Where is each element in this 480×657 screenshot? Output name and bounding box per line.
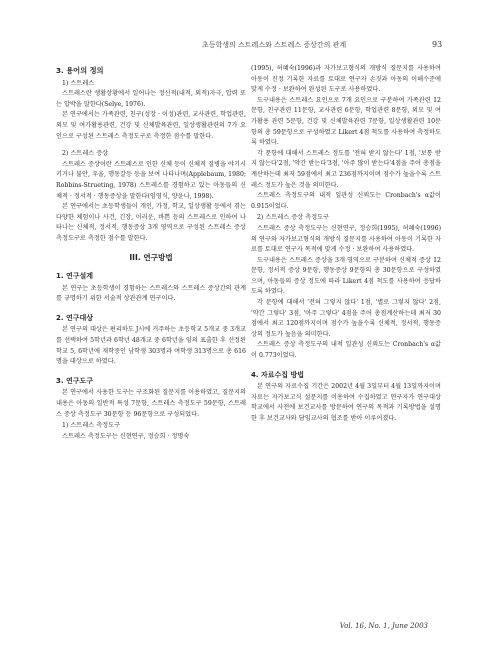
paragraph: 본 연구의 자료수집 기간은 2002년 4월 3일부터 4월 13일까지이며 자료는 자가보고식 설문지를 이용하여 수집하였고 연구자가 연구대상 학교에서 사전에 보건교사를 방문하여 연구의 목적과 기록방법을 설명한 후 보건교사와 담임교사의 협조를 받아 이루어졌다. [251, 383, 441, 422]
subheading-stress-symptoms: 2) 스트레스 증상 [62, 150, 109, 158]
section-heading-design: 1. 연구설계 [56, 272, 94, 281]
journal-footer: Vol. 16, No. 1, June 2003 [339, 622, 428, 630]
paragraph: 본 연구는 초등학생이 경험하는 스트레스와 스트레스 증상간의 관계를 규명하기 위한 서술적 상관관계 연구이다. [56, 284, 246, 303]
subheading-stress-tool: 1) 스트레스 측정도구 [62, 422, 121, 430]
paragraph: 스트레스 측정도구는 신현연구, 정승희 · 정명숙 [62, 432, 190, 440]
paragraph: 각 문항에 대해서 스트레스 정도를 '전혀 받지 않는다' 1점, '보통 받지 않는다'2점, '약간 받는다'3점, '아주 많이 받는다'4점을 주어 총점을 계산하는데 최저 59점에서 최고 236점까지이며 점수가 높을수록 스트레스 정도가 높은 것을 의미한다. [251, 149, 441, 189]
chapter-heading-method: III. 연구방법 [129, 252, 173, 262]
section-heading-subjects: 2. 연구대상 [56, 313, 94, 322]
section-heading-data-collection: 4. 자료수집 방법 [251, 370, 304, 379]
paragraph: 스트레스 증상 측정도구의 내적 일관성 신뢰도는 Cronbach's α값이 0.773이었다. [251, 341, 441, 360]
page-number: 93 [432, 40, 443, 49]
paragraph: 본 연구의 대상은 편리하도 J시에 거주하는 초등학교 5개교 중 3개교를 선택하여 5학년과 6학년 48개교 중 6학년을 임의 표출한 후 선정된 학교 5, 6학년에 재학중인 남학생 303명과 여학생 313명으로 총 616명을 대상으로 하였다. [56, 326, 246, 366]
subheading-symptom-tool: 2) 스트레스 증상 측정도구 [257, 214, 330, 222]
left-column [56, 64, 246, 442]
paragraph: 본 연구에서 사용한 도구는 구조화된 질문지를 이용하였고, 질문지의 내용은 아동의 일반적 특성 7문항, 스트레스 측정도구 59문항, 스트레스 증상 측정도구 30문항 등 96문항으로 구성되었다. [56, 389, 246, 418]
section-heading-terms: 3. 용어의 정의 [56, 66, 104, 75]
paragraph: 각 문항에 대해서 '전혀 그렇지 않다' 1점, '별로 그렇지 않다' 2점, '약간 그렇다' 3점, '아주 그렇다' 4점을 주어 총점계산하는데 최저 30점에서 최고 120점까지이며 점수가 높을수록 신체적, 정서적, 행동증상의 정도가 높음을 의미한다. [251, 299, 441, 338]
paragraph: (1995), 허혜숙(1996)과 자가보고형식의 개방식 질문지를 사용하여 아동이 진정 기록한 자료를 토대로 연구자 손짓과 아동의 이해수준에 맞게 수정 · 보완하여 완성된 도구로 사용하였다. [251, 65, 441, 94]
paragraph: 도구내용은 스트레스 요인으로 7개 요인으로 구분하여 가족관련 12문항, 친구관련 11문항, 교사관련 6문항, 학업관련 8문항, 외모 및 여가활용 관련 5문항, 건강 및 신체발육관련 7문항, 일상생활관련 10문항의 총 59문항으로 구성하였고 Likert 4점 척도를 사용하여 측정하도록 하였다. [251, 96, 441, 147]
paragraph: 스트레스란 생활상황에서 일어나는 정신적(내적, 외적)자극, 압력 또는 압박을 말한다(Selye, 1976). [56, 90, 246, 108]
paragraph: 본 연구에서는 가족관련, 친구(성장 · 이성)관련, 교사관련, 학업관련, 외모 및 여가활용관련, 건강 및 신체발육관련, 일상생활관련의 7가 요인으로 구성된 스트레스 측정도구로 측정한 점수를 말한다. [56, 111, 246, 140]
section-heading-tools: 3. 연구도구 [56, 376, 94, 385]
right-column [251, 64, 441, 425]
running-title: 초등학생의 스트레스와 스트레스 증상간의 관계 [202, 41, 347, 49]
subheading-stress: 1) 스트레스 [62, 79, 95, 87]
paragraph: 도구내용은 스트레스 증상을 3개 영역으로 구분하여 신체적 증상 12문항, 정서적 증상 9문항, 행동증상 9문항의 총 30문항으로 구성하였으며, 아동들의 증상 정도에 따라 Likert 4점 척도를 사용하여 응답하도록 하였다. [251, 256, 441, 296]
paragraph: 스트레스 증상 측정도구는 신현연구, 정승희(1995), 허혜숙(1996)의 연구와 자가보고형식의 개방식 질문지를 사용하여 아동이 기록한 자료를 토대로 연구자 목적에 맞게 수정 · 보완하여 사용하였다. [251, 224, 441, 254]
paragraph: 스트레스 증상이란 스트레스로 인한 신체 등이 신체적 질병을 야기시키거나 불안, 우울, 행동갈등 등을 보여 나타나며(Applebaum, 1980; Robbins-Strueting, 1978) 스트레스를 경험하고 있는 아동들의 신체적 · 정서적 · 행동증상을 말한다(임영식, 양윤나, 1998). [56, 160, 246, 200]
page-header [0, 40, 480, 52]
paragraph: 스트레스 측정도구의 내적 일관성 신뢰도는 Cronbach's α값이 0.915이었다. [251, 192, 441, 210]
paragraph: 본 연구에서는 초등학생들이 개인, 가정, 학교, 일상생활 등에서 겪는 다양한 체험이나 사건, 긴장, 이러운, 바쁜 등의 스트레스로 인하여 나타나는 신체적, 정서적, 행동증상 3개 영역으로 구성된 스트레스 증상 측정도구로 측정한 점수를 말한다. [56, 203, 246, 242]
